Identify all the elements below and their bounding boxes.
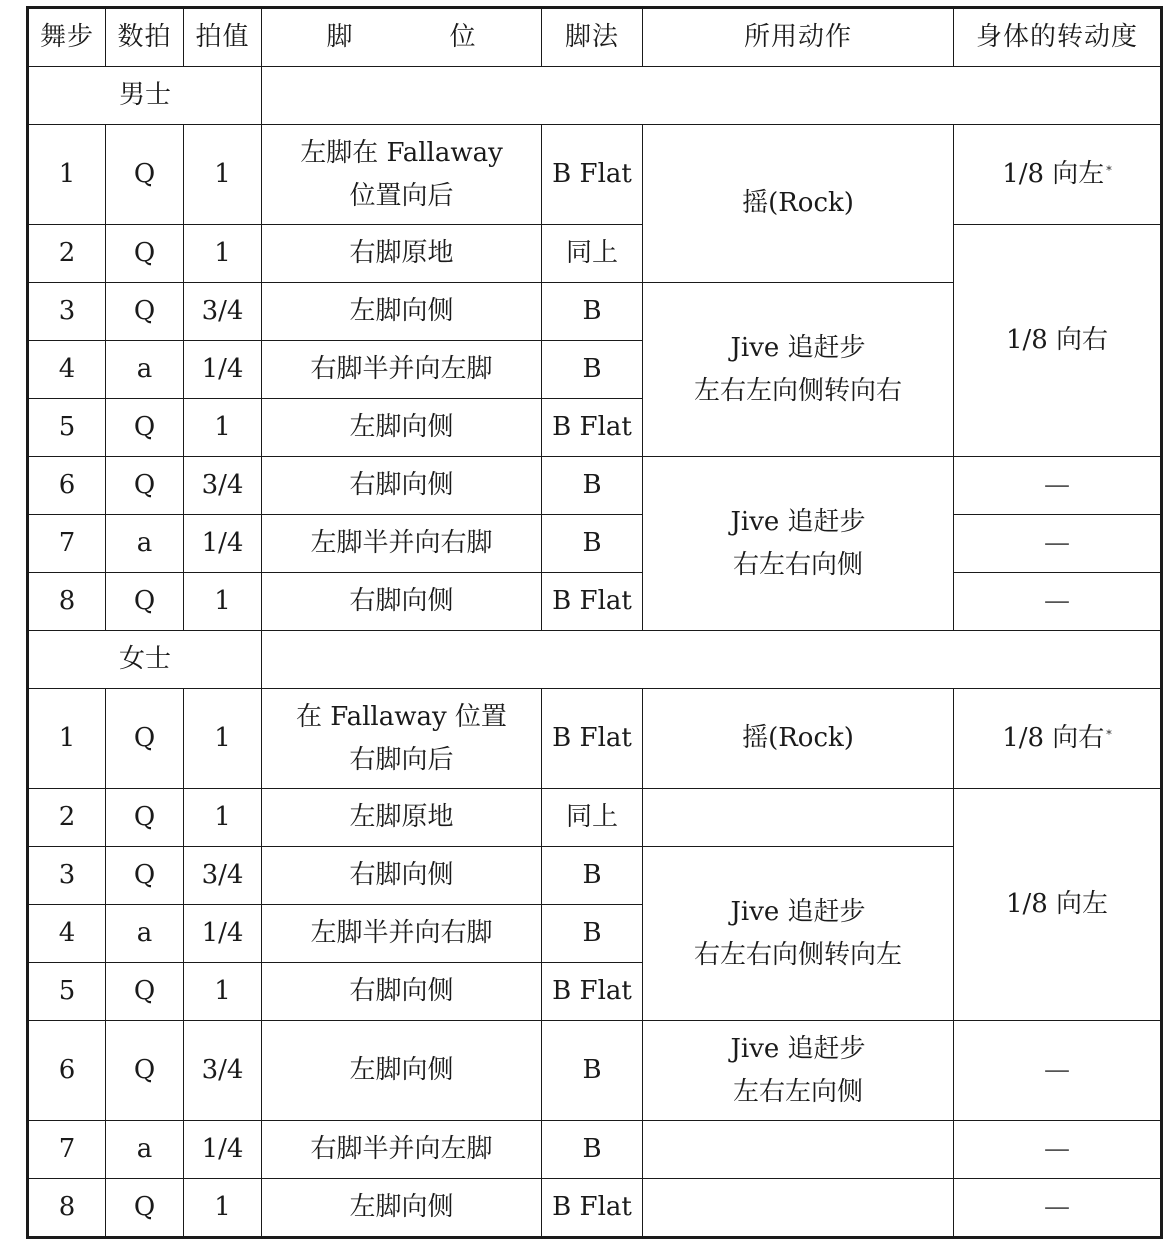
turn-cell: — bbox=[954, 1179, 1162, 1238]
position-cell bbox=[262, 689, 542, 789]
step-cell: 3 bbox=[28, 283, 106, 341]
count-cell: Q bbox=[106, 225, 184, 283]
count-cell: a bbox=[106, 515, 184, 573]
action-cell-rock: 摇(Rock) bbox=[643, 689, 954, 789]
header-action: 所用动作 bbox=[643, 8, 954, 67]
section-blank-men bbox=[262, 67, 1162, 125]
turn-cell bbox=[954, 125, 1162, 225]
footwork-cell: B Flat bbox=[542, 125, 643, 225]
turn-value: 1/8 向左 bbox=[1002, 159, 1105, 189]
beat-cell: 3/4 bbox=[184, 457, 262, 515]
position-line: 右脚向后 bbox=[349, 744, 454, 775]
header-count: 数拍 bbox=[106, 8, 184, 67]
turn-cell: — bbox=[954, 457, 1162, 515]
header-position-left: 脚 bbox=[326, 22, 354, 52]
position-cell: 左脚半并向右脚 bbox=[262, 515, 542, 573]
table-row bbox=[28, 1021, 1162, 1121]
step-cell: 2 bbox=[28, 789, 106, 847]
header-position bbox=[262, 8, 542, 67]
footwork-cell: 同上 bbox=[542, 789, 643, 847]
action-cell-rock: 摇(Rock) bbox=[643, 125, 954, 283]
step-cell: 5 bbox=[28, 399, 106, 457]
section-row-women bbox=[28, 631, 1162, 689]
action-line: 右左右向侧转向左 bbox=[693, 939, 902, 970]
turn-cell: 1/8 向右 bbox=[954, 225, 1162, 457]
step-cell: 7 bbox=[28, 1121, 106, 1179]
count-cell: Q bbox=[106, 1179, 184, 1238]
beat-cell: 1 bbox=[184, 963, 262, 1021]
action-line: 右左右向侧 bbox=[732, 549, 863, 580]
table-row bbox=[28, 1121, 1162, 1179]
beat-cell: 1 bbox=[184, 573, 262, 631]
footnote-mark: * bbox=[1106, 164, 1112, 177]
turn-cell bbox=[954, 689, 1162, 789]
table-row bbox=[28, 225, 1162, 283]
action-line: 左右左向侧 bbox=[732, 1076, 863, 1107]
position-cell: 右脚向侧 bbox=[262, 457, 542, 515]
position-line: 在 Fallaway 位置 bbox=[296, 701, 507, 732]
action-line: Jive 追赶步 bbox=[730, 332, 866, 363]
dance-steps-table bbox=[26, 6, 1163, 1239]
count-cell: Q bbox=[106, 573, 184, 631]
step-cell: 8 bbox=[28, 1179, 106, 1238]
footwork-cell: B Flat bbox=[542, 689, 643, 789]
footwork-cell: B bbox=[542, 905, 643, 963]
section-row-men bbox=[28, 67, 1162, 125]
table-row bbox=[28, 1179, 1162, 1238]
beat-cell: 1 bbox=[184, 689, 262, 789]
count-cell: Q bbox=[106, 125, 184, 225]
position-cell: 右脚向侧 bbox=[262, 847, 542, 905]
table-row bbox=[28, 125, 1162, 225]
position-line: 左脚在 Fallaway bbox=[300, 137, 503, 168]
count-cell: Q bbox=[106, 1021, 184, 1121]
step-cell: 4 bbox=[28, 341, 106, 399]
step-cell: 5 bbox=[28, 963, 106, 1021]
turn-value: 1/8 向右 bbox=[1002, 723, 1105, 753]
count-cell: Q bbox=[106, 457, 184, 515]
header-beat: 拍值 bbox=[184, 8, 262, 67]
position-cell: 右脚向侧 bbox=[262, 573, 542, 631]
footwork-cell: B bbox=[542, 515, 643, 573]
table-row bbox=[28, 689, 1162, 789]
footwork-cell: B Flat bbox=[542, 1179, 643, 1238]
step-cell: 6 bbox=[28, 1021, 106, 1121]
footnote-mark: * bbox=[1106, 728, 1112, 741]
action-line: Jive 追赶步 bbox=[730, 896, 866, 927]
header-footwork: 脚法 bbox=[542, 8, 643, 67]
header-turn: 身体的转动度 bbox=[954, 8, 1162, 67]
step-cell: 3 bbox=[28, 847, 106, 905]
beat-cell: 3/4 bbox=[184, 847, 262, 905]
position-cell: 左脚向侧 bbox=[262, 283, 542, 341]
beat-cell: 1 bbox=[184, 225, 262, 283]
count-cell: a bbox=[106, 341, 184, 399]
position-cell: 右脚原地 bbox=[262, 225, 542, 283]
step-cell: 7 bbox=[28, 515, 106, 573]
footwork-cell: B bbox=[542, 1121, 643, 1179]
step-cell: 1 bbox=[28, 689, 106, 789]
action-cell-empty bbox=[643, 1121, 954, 1179]
footwork-cell: B bbox=[542, 847, 643, 905]
position-cell: 左脚向侧 bbox=[262, 399, 542, 457]
position-cell: 左脚向侧 bbox=[262, 1179, 542, 1238]
table-row bbox=[28, 515, 1162, 573]
action-cell-chasse bbox=[643, 1021, 954, 1121]
step-cell: 6 bbox=[28, 457, 106, 515]
position-cell: 左脚向侧 bbox=[262, 1021, 542, 1121]
action-cell-chasse bbox=[643, 847, 954, 1021]
count-cell: a bbox=[106, 1121, 184, 1179]
turn-cell: — bbox=[954, 573, 1162, 631]
action-line: Jive 追赶步 bbox=[730, 1033, 866, 1064]
position-line: 位置向后 bbox=[349, 180, 454, 211]
beat-cell: 1/4 bbox=[184, 515, 262, 573]
table-row bbox=[28, 789, 1162, 847]
footwork-cell: B bbox=[542, 283, 643, 341]
beat-cell: 1/4 bbox=[184, 905, 262, 963]
beat-cell: 1/4 bbox=[184, 341, 262, 399]
action-cell-chasse bbox=[643, 457, 954, 631]
section-title-men: 男士 bbox=[28, 67, 262, 125]
action-cell-chasse bbox=[643, 283, 954, 457]
step-cell: 4 bbox=[28, 905, 106, 963]
header-position-right: 位 bbox=[449, 22, 477, 52]
position-cell: 右脚向侧 bbox=[262, 963, 542, 1021]
footwork-cell: B Flat bbox=[542, 399, 643, 457]
beat-cell: 1 bbox=[184, 1179, 262, 1238]
footwork-cell: B bbox=[542, 341, 643, 399]
beat-cell: 1 bbox=[184, 399, 262, 457]
footwork-cell: B bbox=[542, 457, 643, 515]
position-cell: 左脚半并向右脚 bbox=[262, 905, 542, 963]
action-line: Jive 追赶步 bbox=[730, 506, 866, 537]
step-cell: 1 bbox=[28, 125, 106, 225]
position-cell: 右脚半并向左脚 bbox=[262, 341, 542, 399]
step-cell: 2 bbox=[28, 225, 106, 283]
count-cell: Q bbox=[106, 963, 184, 1021]
footwork-cell: B Flat bbox=[542, 963, 643, 1021]
beat-cell: 1/4 bbox=[184, 1121, 262, 1179]
action-cell-empty bbox=[643, 789, 954, 847]
turn-cell: — bbox=[954, 1021, 1162, 1121]
count-cell: a bbox=[106, 905, 184, 963]
beat-cell: 3/4 bbox=[184, 283, 262, 341]
footwork-cell: B Flat bbox=[542, 573, 643, 631]
section-title-women: 女士 bbox=[28, 631, 262, 689]
action-line: 左右左向侧转向右 bbox=[693, 375, 902, 406]
count-cell: Q bbox=[106, 789, 184, 847]
position-cell: 左脚原地 bbox=[262, 789, 542, 847]
count-cell: Q bbox=[106, 689, 184, 789]
count-cell: Q bbox=[106, 399, 184, 457]
count-cell: Q bbox=[106, 283, 184, 341]
step-cell: 8 bbox=[28, 573, 106, 631]
action-cell-empty bbox=[643, 1179, 954, 1238]
header-row bbox=[28, 8, 1162, 67]
beat-cell: 3/4 bbox=[184, 1021, 262, 1121]
turn-cell: 1/8 向左 bbox=[954, 789, 1162, 1021]
footwork-cell: B bbox=[542, 1021, 643, 1121]
turn-cell: — bbox=[954, 515, 1162, 573]
table-row bbox=[28, 573, 1162, 631]
section-blank-women bbox=[262, 631, 1162, 689]
beat-cell: 1 bbox=[184, 125, 262, 225]
header-step: 舞步 bbox=[28, 8, 106, 67]
table-row bbox=[28, 457, 1162, 515]
count-cell: Q bbox=[106, 847, 184, 905]
position-cell: 右脚半并向左脚 bbox=[262, 1121, 542, 1179]
footwork-cell: 同上 bbox=[542, 225, 643, 283]
beat-cell: 1 bbox=[184, 789, 262, 847]
turn-cell: — bbox=[954, 1121, 1162, 1179]
position-cell bbox=[262, 125, 542, 225]
